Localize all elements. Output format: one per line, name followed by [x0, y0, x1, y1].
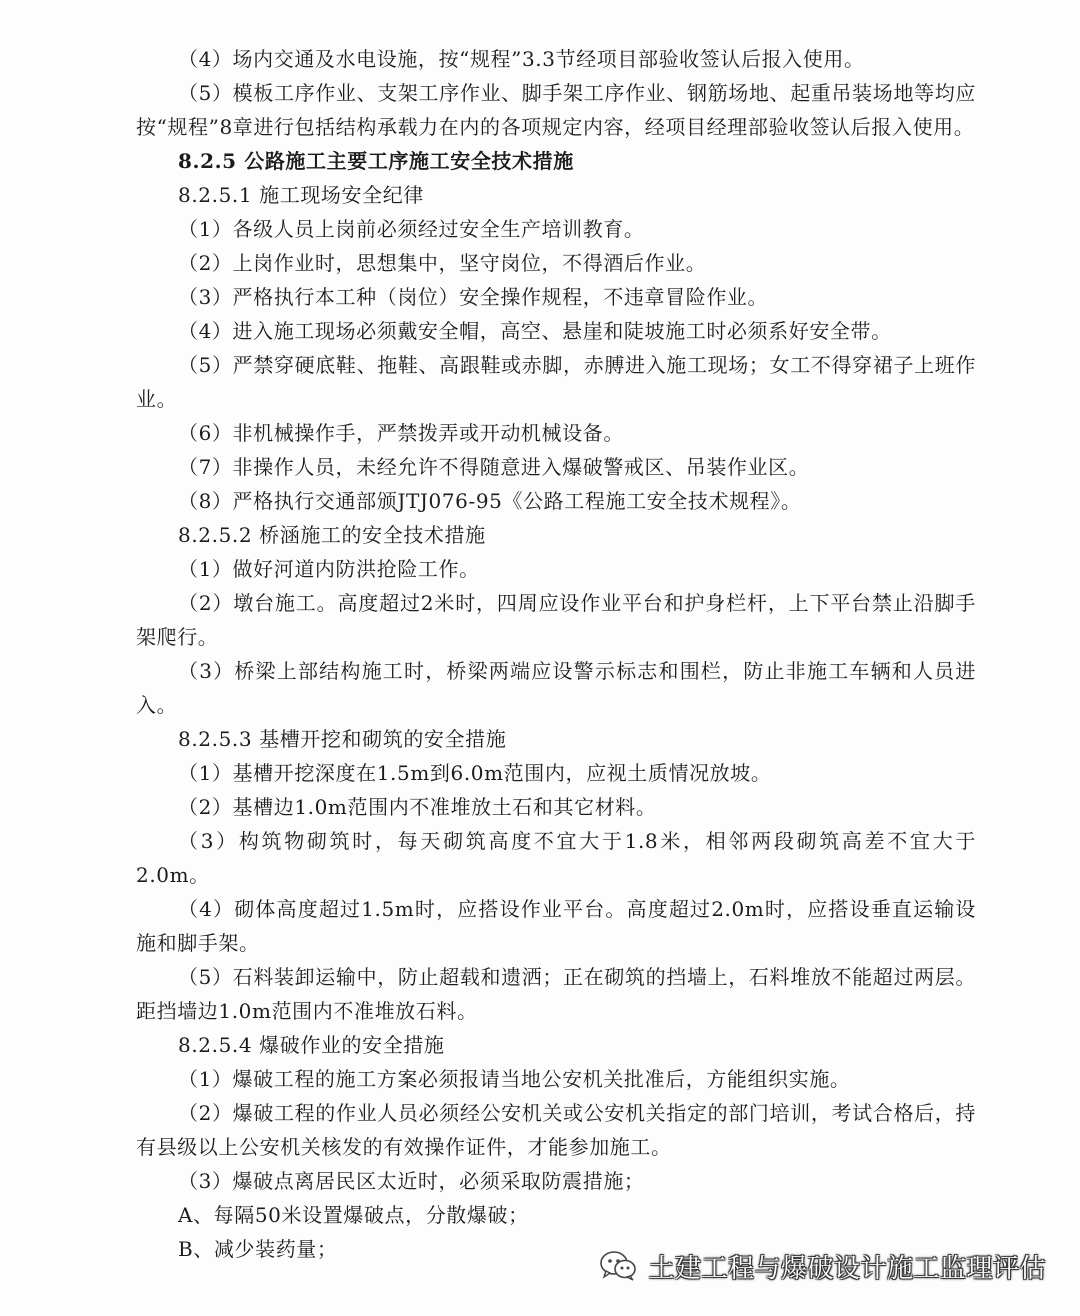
list-item: （1）各级人员上岗前必须经过安全生产培训教育。 [178, 217, 645, 241]
paragraph-5-formwork: （5）模板工序作业、支架工序作业、脚手架工序作业、钢筋场地、起重吊装场地等均应按“规程”8章进行包括结构承载力在内的各项规定内容，经项目经理部验收签认后报入使用。 [136, 81, 976, 139]
subsection-heading-8-2-5-3: 8.2.5.3 基槽开挖和砌筑的安全措施 [178, 727, 507, 751]
subsection-heading-8-2-5-1: 8.2.5.1 施工现场安全纪律 [178, 183, 424, 207]
list-item: （1）做好河道内防洪抢险工作。 [178, 557, 480, 581]
list-item: （5）石料装卸运输中，防止超载和遗洒；正在砌筑的挡墙上，石料堆放不能超过两层。距挡墙边1.0m范围内不准堆放石料。 [136, 965, 976, 1023]
list-item: （1）基槽开挖深度在1.5m到6.0m范围内，应视土质情况放坡。 [178, 761, 772, 785]
watermark-text: 土建工程与爆破设计施工监理评估 [648, 1253, 1046, 1284]
list-item: （2）爆破工程的作业人员必须经公安机关或公安机关指定的部门培训，考试合格后，持有县级以上公安机关核发的有效操作证件，才能参加施工。 [136, 1101, 976, 1159]
list-item: （8）严格执行交通部颁JTJ076-95《公路工程施工安全技术规程》。 [178, 489, 802, 513]
section-heading-8-2-5: 8.2.5 公路施工主要工序施工安全技术措施 [178, 149, 574, 173]
list-item: （6）非机械操作手，严禁拨弄或开动机械设备。 [178, 421, 624, 445]
list-item: （2）墩台施工。高度超过2米时，四周应设作业平台和护身栏杆，上下平台禁止沿脚手架爬行。 [136, 591, 976, 649]
list-item: （2）上岗作业时，思想集中，坚守岗位，不得酒后作业。 [178, 251, 707, 275]
source-watermark [598, 1246, 1046, 1286]
list-item: （4）砌体高度超过1.5m时，应搭设作业平台。高度超过2.0m时，应搭设垂直运输设施和脚手架。 [136, 897, 976, 955]
list-item: （3）严格执行本工种（岗位）安全操作规程，不违章冒险作业。 [178, 285, 769, 309]
list-item: （1）爆破工程的施工方案必须报请当地公安机关批准后，方能组织实施。 [178, 1067, 851, 1091]
list-item: （3）桥梁上部结构施工时，桥梁两端应设警示标志和围栏，防止非施工车辆和人员进入。 [136, 659, 976, 717]
paragraph-4-traffic: （4）场内交通及水电设施，按“规程”3.3节经项目部验收签认后报入使用。 [178, 47, 865, 71]
document-body [136, 42, 976, 1266]
subsection-heading-8-2-5-2: 8.2.5.2 桥涵施工的安全技术措施 [178, 523, 486, 547]
list-item: （3）构筑物砌筑时，每天砌筑高度不宜大于1.8米，相邻两段砌筑高差不宜大于2.0m。 [136, 829, 976, 887]
wechat-icon [598, 1249, 638, 1283]
list-item: A、每隔50米设置爆破点，分散爆破； [178, 1203, 529, 1227]
subsection-heading-8-2-5-4: 8.2.5.4 爆破作业的安全措施 [178, 1033, 445, 1057]
list-item: （3）爆破点离居民区太近时，必须采取防震措施； [178, 1169, 645, 1193]
list-item: （2）基槽边1.0m范围内不准堆放土石和其它材料。 [178, 795, 657, 819]
list-item: （4）进入施工现场必须戴安全帽，高空、悬崖和陡坡施工时必须系好安全带。 [178, 319, 892, 343]
list-item: （7）非操作人员，未经允许不得随意进入爆破警戒区、吊装作业区。 [178, 455, 810, 479]
list-item: （5）严禁穿硬底鞋、拖鞋、高跟鞋或赤脚，赤膊进入施工现场；女工不得穿裙子上班作业。 [136, 353, 976, 411]
list-item: B、减少装药量； [178, 1237, 338, 1261]
